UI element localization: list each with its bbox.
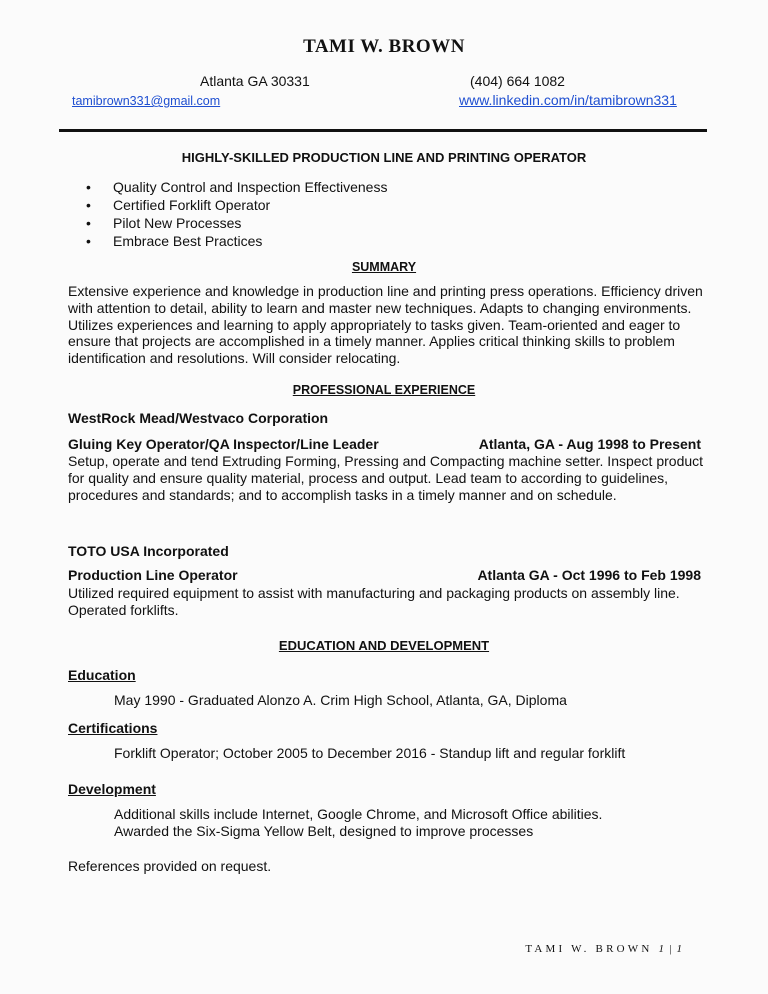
page-footer	[525, 943, 683, 955]
development-entry: Awarded the Six-Sigma Yellow Belt, designed to improve processes	[114, 823, 534, 839]
phone-number: (404) 664 1082	[470, 73, 565, 89]
job-title: Gluing Key Operator/QA Inspector/Line Leader	[68, 436, 379, 452]
certification-entry: Forklift Operator; October 2005 to December 2016 - Standup lift and regular forklift	[114, 745, 626, 761]
job-title: Production Line Operator	[68, 567, 238, 583]
company-name: WestRock Mead/Westvaco Corporation	[68, 410, 329, 426]
job-location-dates: Atlanta, GA - Aug 1998 to Present	[478, 436, 701, 452]
skill-item: • Pilot New Processes	[86, 214, 387, 232]
footer-name: TAMI W. BROWN	[525, 943, 653, 955]
development-entry: Additional skills include Internet, Google Chrome, and Microsoft Office abilities.	[114, 806, 603, 822]
certifications-label: Certifications	[68, 720, 158, 736]
skill-item: • Quality Control and Inspection Effectiveness	[86, 178, 387, 196]
location: Atlanta GA 30331	[200, 73, 310, 89]
skill-item: • Embrace Best Practices	[86, 232, 387, 250]
email-link[interactable]: tamibrown331@gmail.com	[72, 94, 221, 108]
education-heading: EDUCATION AND DEVELOPMENT	[278, 638, 490, 653]
education-entry: May 1990 - Graduated Alonzo A. Crim High School, Atlanta, GA, Diploma	[114, 692, 567, 708]
job-description: Utilized required equipment to assist with manufacturing and packaging products on assembly line. Operated forklifts.	[68, 585, 680, 618]
experience-heading: PROFESSIONAL EXPERIENCE	[292, 383, 476, 397]
references-note: References provided on request.	[68, 858, 272, 874]
skill-item: • Certified Forklift Operator	[86, 196, 387, 214]
headline: HIGHLY-SKILLED PRODUCTION LINE AND PRINTING OPERATOR	[181, 150, 587, 165]
summary-text: Extensive experience and knowledge in production line and printing press operations. Efficiency driven with attention to detail, ability to learn and master new techniques. Adapts to changing environments. Utilizes experiences and learning to apply appropriately to tasks given. Team-oriented and eager to ensure that projects are accomplished in a timely manner. Applies critical thinking skills to problem identification and resolutions. Will consider relocating.	[68, 283, 703, 367]
job-location-dates: Atlanta GA - Oct 1996 to Feb 1998	[477, 567, 701, 583]
job-description: Setup, operate and tend Extruding Forming, Pressing and Compacting machine setter. Inspect product for quality and ensure quality material, process and output. Lead team to according to guidelines, procedures and standards; and to accomplish tasks in a timely manner and on schedule.	[68, 453, 704, 503]
header-divider	[59, 129, 707, 132]
summary-heading: SUMMARY	[351, 260, 417, 274]
company-name: TOTO USA Incorporated	[68, 543, 229, 559]
development-label: Development	[68, 781, 156, 797]
page-number: 1 | 1	[658, 943, 683, 955]
linkedin-link[interactable]: www.linkedin.com/in/tamibrown331	[459, 92, 677, 108]
education-label: Education	[68, 667, 136, 683]
skills-list	[86, 178, 387, 250]
resume-name: TAMI W. BROWN	[303, 36, 465, 57]
